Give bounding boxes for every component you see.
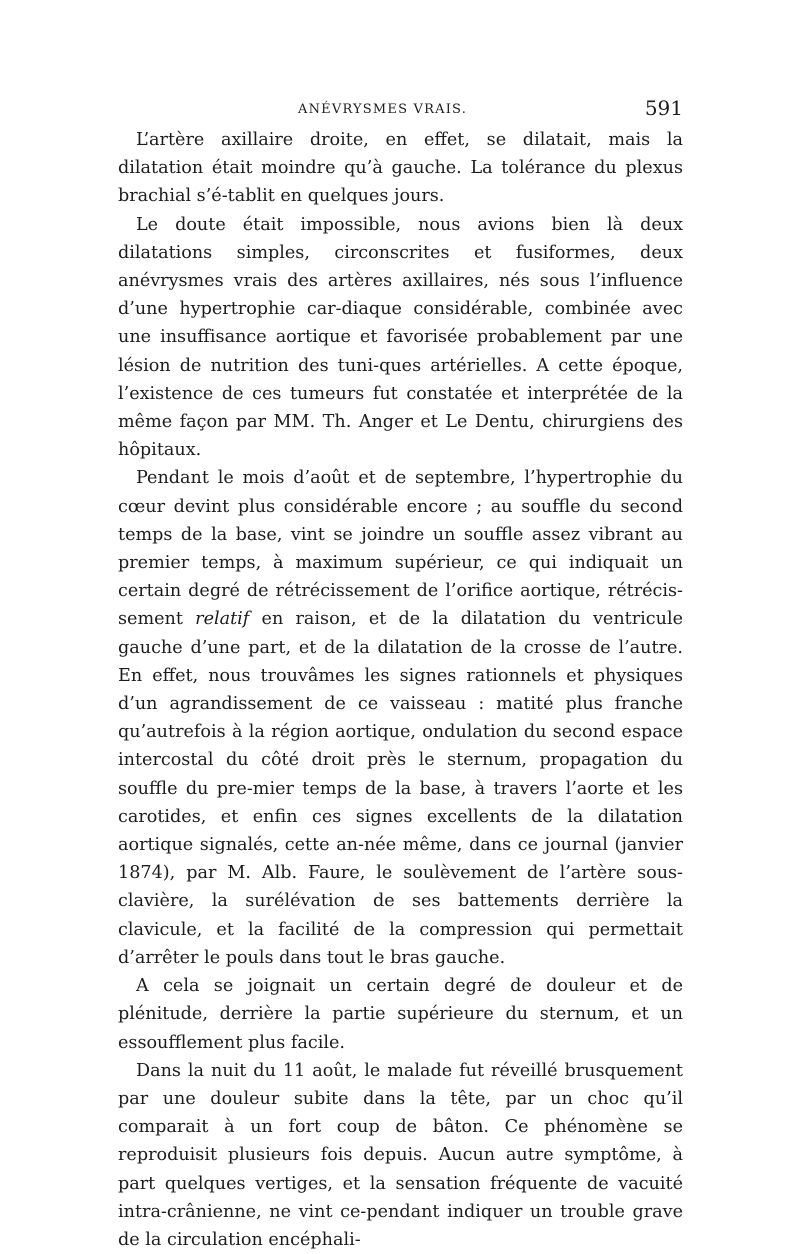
- paragraph-text-after: en raison, et de la dilatation du ventricule gauche d’une part, et de la dilatation de la crosse de l’autre. En effet, nous trouvâmes les signes rationnels et physiques d’un agrandissement de ce vaisseau : matité plus franche qu’autrefois à la région aortique, ondulation du second espace intercostal du côté droit près le sternum, propagation du souffle du pre-mier temps de la base, à travers l’aorte et les carotides, et enfin ces signes excellents de la dilatation aortique signalés, cette an-née même, dans ce journal (janvier 1874), par M. Alb. Faure, le soulèvement de l’artère sous-clavière, la surélévation de ses battements derrière la clavicule, et la facilité de la compression qui permettait d’arrêter le pouls dans tout le bras gauche.: [118, 609, 684, 968]
- paragraph-axillary-right: L’artère axillaire droite, en effet, se dilatait, mais la dilatation était moindre qu’à gauche. La tolérance du plexus brachial s’é-tablit en quelques jours.: [118, 130, 683, 207]
- paragraph-diagnosis: Le doute était impossible, nous avions bien là deux dilatations simples, circonscrites et fusiformes, deux anévrysmes vrais des artères axillaires, nés sous l’influence d’une hypertrophie car-diaque considérable, combinée avec une insuffisance aortique et favorisée probablement par une lésion de nutrition des tuni-ques artérielles. A cette époque, l’existence de ces tumeurs fut constatée et interprétée de la même façon par MM. Th. Anger et Le Dentu, chirurgiens des hôpitaux.: [118, 214, 683, 461]
- page-number: 591: [644, 96, 683, 120]
- running-title: ANÉVRYSMES VRAIS.: [298, 102, 468, 117]
- paragraph-text-before: Pendant le mois d’août et de septembre, l’hypertrophie du cœur devint plus considérable encore ; au souffle du second temps de la base, vint se joindre un souffle assez vibrant au premier temps, à maximum supérieur, ce qui indiquait un certain degré de rétrécissement de l’orifice aortique, rétrécis-sement: [118, 468, 683, 630]
- paragraph-august-11: Dans la nuit du 11 août, le malade fut réveillé brusquement par une douleur subite dans la tête, par un choc qu’il comparait à un fort coup de bâton. Ce phénomène se reproduisit plusieurs fois depuis. Aucun autre symptôme, à part quelques vertiges, et la sensation fréquente de vacuité intra-crânienne, ne vint ce-pendant indiquer un trouble grave de la circulation encéphali-: [118, 1060, 683, 1250]
- paragraph-pain: A cela se joignait un certain degré de douleur et de plénitude, derrière la partie supérieure du sternum, et un essoufflement plus facile.: [118, 976, 683, 1053]
- running-head: [118, 92, 683, 122]
- italic-term: relatif: [195, 609, 250, 630]
- body-text: [118, 126, 683, 1254]
- paragraph-august-september: [118, 464, 683, 972]
- book-page: [118, 92, 683, 1254]
